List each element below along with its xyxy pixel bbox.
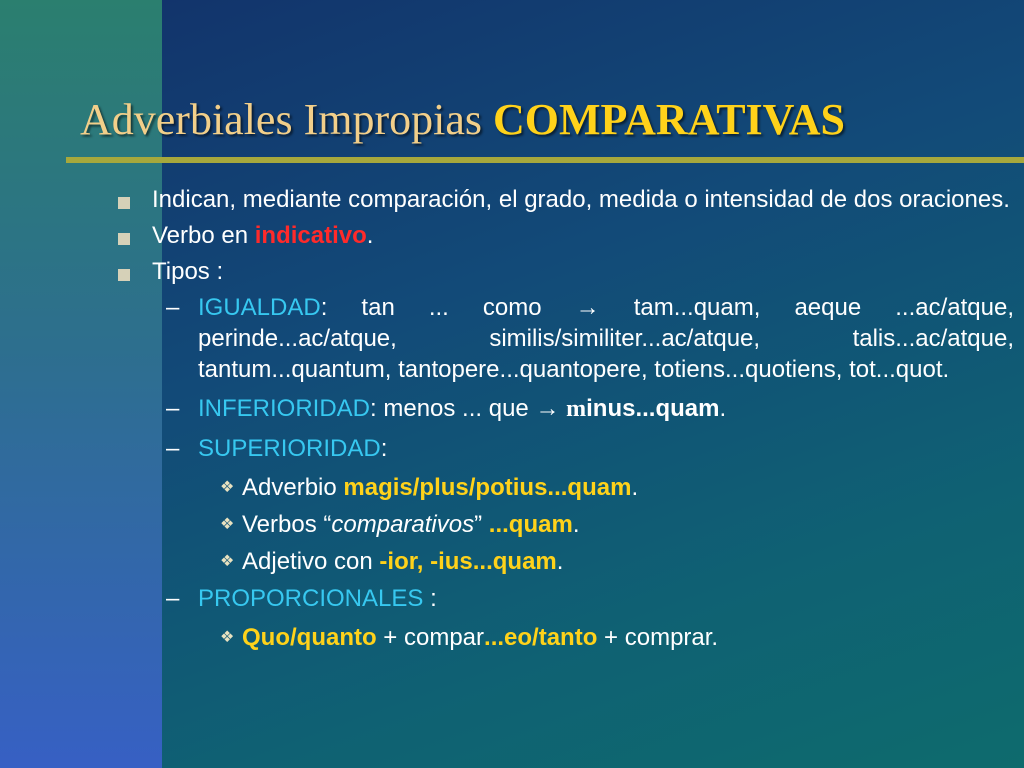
sub-subitem — [118, 472, 1014, 503]
inferioridad-label: INFERIORIDAD — [198, 395, 371, 422]
item-highlight: ...quam — [488, 511, 573, 538]
dash-bullet: – — [166, 395, 180, 422]
item-highlight: -ior, -ius...quam — [379, 548, 557, 575]
item-end: . — [556, 548, 564, 575]
dash-bullet: – — [166, 435, 180, 462]
subitem-inferioridad — [118, 393, 1014, 425]
superioridad-label: SUPERIORIDAD — [198, 435, 381, 462]
title-underline — [66, 157, 1024, 163]
item-text: + comprar. — [597, 624, 719, 651]
dash-bullet: – — [166, 294, 180, 321]
bullet-item — [118, 256, 1014, 288]
sub-subitem — [118, 546, 1014, 577]
slide-body — [118, 184, 1014, 659]
square-bullet-icon — [118, 233, 130, 245]
diamond-bullet-icon: ❖ — [220, 479, 235, 496]
text-end: . — [719, 395, 727, 422]
bullet-text: Verbo en — [152, 222, 249, 249]
subitem-superioridad — [118, 433, 1014, 464]
minus-m: m — [566, 396, 587, 422]
igualdad-text: tan ... como → tam...quam, aeque ...ac/atque, perinde...ac/atque, similis/similiter...ac/atque, talis...ac/atque, tantum...quantum, tantopere...quantopere, totiens...quotiens, tot...quot — [198, 294, 1014, 383]
sub-subitem — [118, 509, 1014, 540]
item-end: . — [572, 511, 580, 538]
bullet-text-end: . — [366, 222, 374, 249]
square-bullet-icon — [118, 197, 130, 209]
label-colon: : — [370, 395, 377, 422]
item-text: Adverbio — [242, 474, 344, 501]
bullet-text: Tipos : — [152, 258, 224, 285]
item-highlight: Quo/quanto — [242, 624, 377, 651]
item-text: + compar — [376, 624, 485, 651]
title-part-1: Adverbiales Impropias — [80, 95, 482, 144]
subitem-igualdad — [118, 292, 1014, 385]
highlight-indicativo: indicativo — [254, 222, 367, 249]
item-end: . — [631, 474, 639, 501]
bullet-text: Indican, mediante comparación, el grado, medida o intensidad de dos oraciones. — [152, 186, 1010, 213]
bullet-item — [118, 184, 1014, 216]
item-text-mid: ” — [474, 511, 489, 538]
quam-text: ...quam — [635, 395, 720, 422]
item-text: Adjetivo con — [242, 548, 380, 575]
square-bullet-icon — [118, 269, 130, 281]
slide-title — [80, 92, 845, 148]
diamond-bullet-icon: ❖ — [220, 553, 235, 570]
text-end: . — [942, 356, 950, 383]
inferioridad-text: menos ... que → — [376, 395, 567, 422]
proporcionales-label: PROPORCIONALES — [198, 585, 431, 612]
bullet-item — [118, 220, 1014, 252]
minus-rest: inus — [586, 395, 636, 422]
item-text: Verbos “ — [242, 511, 332, 538]
diamond-bullet-icon: ❖ — [220, 516, 235, 533]
item-highlight: magis/plus/potius...quam — [343, 474, 632, 501]
label-colon: : — [320, 294, 328, 321]
sub-subitem — [118, 622, 1014, 653]
subitem-proporcionales — [118, 583, 1014, 614]
item-italic: comparativos — [331, 511, 475, 538]
igualdad-label: IGUALDAD — [198, 294, 321, 321]
label-colon: : — [380, 435, 388, 462]
dash-bullet: – — [166, 585, 180, 612]
title-part-2: COMPARATIVAS — [493, 95, 846, 144]
diamond-bullet-icon: ❖ — [220, 629, 235, 646]
label-colon: : — [430, 585, 437, 612]
item-highlight: ...eo/tanto — [484, 624, 598, 651]
